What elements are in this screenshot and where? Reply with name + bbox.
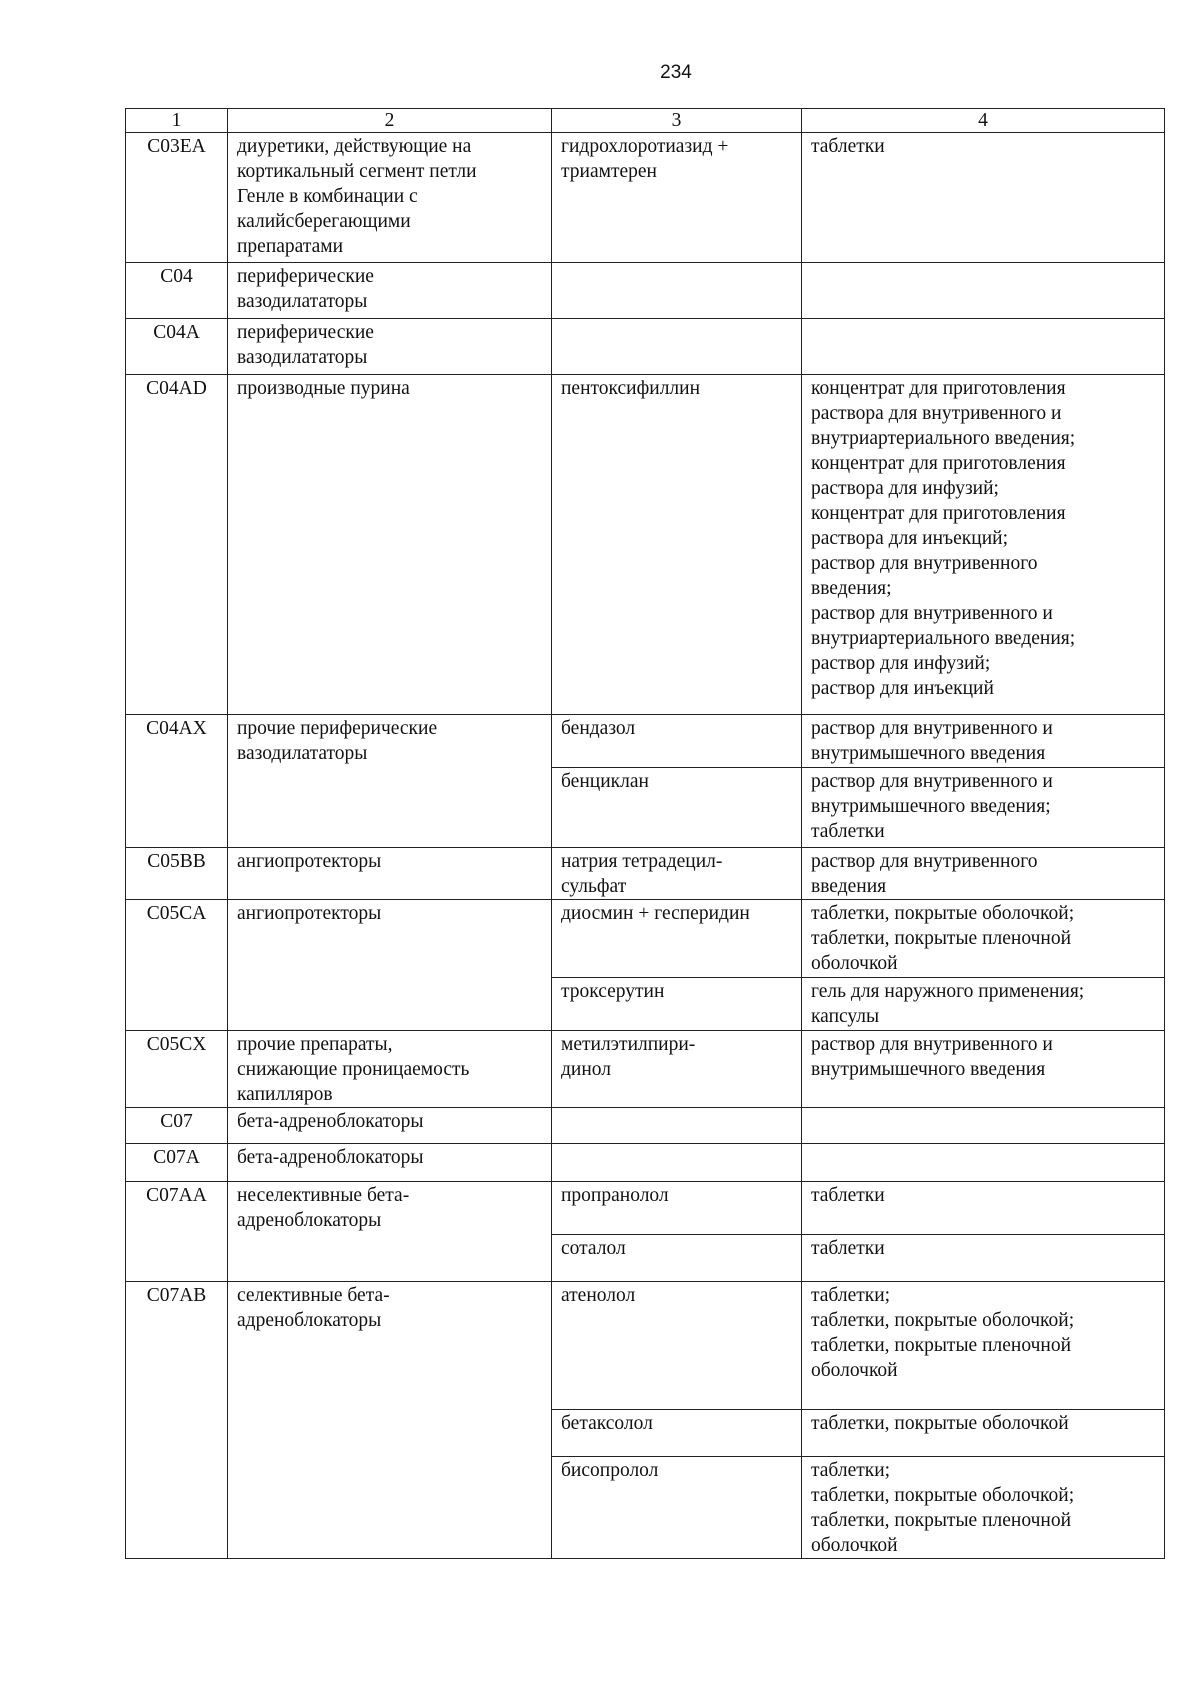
drug-name-cell-line: пропранолол [561, 1185, 669, 1206]
atc-code-cell: C04AD [126, 375, 228, 715]
column-header: 3 [552, 109, 802, 133]
group-name-cell-line: вазодилататоры [237, 347, 368, 368]
group-name-cell-line: снижающие проницаемость [237, 1059, 470, 1080]
group-name-cell [228, 1031, 552, 1108]
dosage-form-cell-line: таблетки [811, 1238, 885, 1259]
dosage-form-cell-line: таблетки; [811, 1460, 891, 1481]
dosage-form-cell [802, 848, 1165, 900]
atc-code-cell: C04 [126, 263, 228, 319]
group-name-cell [228, 1282, 552, 1559]
drug-name-cell [552, 263, 802, 319]
drug-name-cell [552, 1282, 802, 1410]
drug-name-cell-line: бенциклан [561, 771, 649, 792]
atc-code-cell: C03EA [126, 133, 228, 263]
table-row [126, 1108, 1165, 1144]
atc-code-cell: C05CX [126, 1031, 228, 1108]
group-name-cell-line: прочие препараты, [237, 1034, 393, 1055]
dosage-form-cell-line: раствор для внутривенного и [811, 1034, 1053, 1055]
dosage-form-cell [802, 715, 1165, 768]
table-row [126, 848, 1165, 900]
dosage-form-cell-line: таблетки [811, 1185, 885, 1206]
atc-code-cell: C07 [126, 1108, 228, 1144]
dosage-form-cell-line: введения; [811, 578, 892, 599]
group-name-cell-line: неселективные бета- [237, 1185, 410, 1206]
dosage-form-cell [802, 1182, 1165, 1235]
atc-code-cell: C05CA [126, 900, 228, 1031]
dosage-form-cell [802, 1235, 1165, 1282]
dosage-form-cell-line: таблетки, покрытые оболочкой; [811, 903, 1075, 924]
dosage-form-cell [802, 900, 1165, 978]
table-row [126, 133, 1165, 263]
dosage-form-cell-line: таблетки, покрытые оболочкой; [811, 1485, 1075, 1506]
dosage-form-cell-line: внутриартериального введения; [811, 628, 1076, 649]
dosage-form-cell-line: таблетки; [811, 1285, 891, 1306]
group-name-cell-line: препаратами [237, 236, 344, 257]
dosage-form-cell-line: концентрат для приготовления [811, 503, 1066, 524]
dosage-form-cell-line: таблетки, покрытые оболочкой; [811, 1310, 1075, 1331]
drug-name-cell [552, 375, 802, 715]
column-header: 1 [126, 109, 228, 133]
dosage-form-cell-line: таблетки [811, 136, 885, 157]
group-name-cell-line: диуретики, действующие на [237, 136, 472, 157]
group-name-cell [228, 133, 552, 263]
dosage-form-cell-line: раствора для инъекций; [811, 528, 1008, 549]
dosage-form-cell [802, 319, 1165, 375]
drug-name-cell [552, 1031, 802, 1108]
group-name-cell [228, 715, 552, 848]
atc-code-cell: C05BB [126, 848, 228, 900]
group-name-cell-line: ангиопротекторы [237, 903, 382, 924]
drug-name-cell [552, 1235, 802, 1282]
drug-name-cell-line: соталол [561, 1238, 626, 1259]
group-name-cell [228, 263, 552, 319]
drug-name-cell [552, 978, 802, 1031]
drug-name-cell-line: бетаксолол [561, 1413, 653, 1434]
group-name-cell-line: вазодилататоры [237, 743, 368, 764]
dosage-form-cell-line: таблетки, покрытые пленочной [811, 1510, 1072, 1531]
group-name-cell-line: периферические [237, 322, 374, 343]
dosage-form-cell [802, 978, 1165, 1031]
drug-name-cell [552, 1457, 802, 1559]
group-name-cell-line: адреноблокаторы [237, 1310, 382, 1331]
table-row [126, 900, 1165, 978]
atc-code-cell: C07AA [126, 1182, 228, 1282]
drug-name-cell [552, 715, 802, 768]
drug-name-cell-line: триамтерен [561, 161, 657, 182]
table-header-row [126, 109, 1165, 133]
drug-name-cell [552, 133, 802, 263]
table-row [126, 1031, 1165, 1108]
dosage-form-cell-line: введения [811, 876, 887, 897]
group-name-cell-line: производные пурина [237, 378, 410, 399]
column-header: 4 [802, 109, 1165, 133]
dosage-form-cell-line: раствор для инъекций [811, 678, 994, 699]
dosage-form-cell-line: оболочкой [811, 953, 898, 974]
dosage-form-cell-line: внутримышечного введения; [811, 796, 1051, 817]
drug-name-cell-line: бендазол [561, 718, 636, 739]
page-number: 234 [660, 62, 692, 83]
dosage-form-cell [802, 1144, 1165, 1182]
atc-code-cell: C04AX [126, 715, 228, 848]
group-name-cell-line: Генле в комбинации с [237, 186, 418, 207]
dosage-form-cell [802, 1031, 1165, 1108]
dosage-form-cell [802, 263, 1165, 319]
drug-name-cell [552, 848, 802, 900]
drug-name-cell [552, 319, 802, 375]
drug-name-cell [552, 1410, 802, 1457]
table-row [126, 263, 1165, 319]
group-name-cell-line: селективные бета- [237, 1285, 390, 1306]
dosage-form-cell-line: раствора для внутривенного и [811, 403, 1062, 424]
dosage-form-cell-line: раствор для внутривенного и [811, 718, 1053, 739]
dosage-form-cell-line: оболочкой [811, 1535, 898, 1556]
table-row [126, 1144, 1165, 1182]
drug-name-cell-line: динол [561, 1059, 612, 1080]
group-name-cell [228, 1182, 552, 1282]
dosage-form-cell [802, 133, 1165, 263]
dosage-form-cell-line: раствор для внутривенного и [811, 603, 1053, 624]
dosage-form-cell-line: оболочкой [811, 1360, 898, 1381]
dosage-form-cell [802, 1457, 1165, 1559]
dosage-form-cell-line: таблетки [811, 821, 885, 842]
group-name-cell-line: периферические [237, 266, 374, 287]
dosage-form-cell-line: гель для наружного применения; [811, 981, 1085, 1002]
dosage-form-cell [802, 768, 1165, 848]
group-name-cell-line: бета-адреноблокаторы [237, 1111, 424, 1132]
dosage-form-cell-line: раствор для внутривенного [811, 553, 1038, 574]
group-name-cell [228, 848, 552, 900]
table-row [126, 1182, 1165, 1235]
group-name-cell-line: прочие периферические [237, 718, 438, 739]
drug-name-cell-line: сульфат [561, 876, 627, 897]
dosage-form-cell-line: раствор для внутривенного [811, 851, 1038, 872]
group-name-cell [228, 375, 552, 715]
group-name-cell [228, 1144, 552, 1182]
table-row [126, 715, 1165, 768]
table-row [126, 375, 1165, 715]
group-name-cell-line: ангиопротекторы [237, 851, 382, 872]
group-name-cell-line: кортикальный сегмент петли [237, 161, 477, 182]
dosage-form-cell-line: раствор для внутривенного и [811, 771, 1053, 792]
group-name-cell-line: калийсберегающими [237, 211, 411, 232]
drug-name-cell [552, 768, 802, 848]
drug-name-cell-line: бисопролол [561, 1460, 659, 1481]
drug-name-cell [552, 1144, 802, 1182]
group-name-cell-line: бета-адреноблокаторы [237, 1147, 424, 1168]
dosage-form-cell [802, 1410, 1165, 1457]
table-row [126, 319, 1165, 375]
drug-name-cell-line: метилэтилпири- [561, 1034, 696, 1055]
dosage-form-cell-line: раствора для инфузий; [811, 478, 999, 499]
group-name-cell-line: адреноблокаторы [237, 1210, 382, 1231]
atc-code-cell: C07A [126, 1144, 228, 1182]
drug-name-cell-line: троксерутин [561, 981, 665, 1002]
group-name-cell-line: капилляров [237, 1084, 333, 1105]
drug-name-cell-line: натрия тетрадецил- [561, 851, 723, 872]
atc-code-cell: C07AB [126, 1282, 228, 1559]
dosage-form-cell-line: концентрат для приготовления [811, 378, 1066, 399]
drug-name-cell-line: пентоксифиллин [561, 378, 701, 399]
dosage-form-cell [802, 375, 1165, 715]
dosage-form-cell-line: внутриартериального введения; [811, 428, 1076, 449]
dosage-form-cell [802, 1282, 1165, 1410]
dosage-form-cell-line: внутримышечного введения [811, 1059, 1046, 1080]
table-row [126, 1282, 1165, 1410]
dosage-form-cell-line: таблетки, покрытые пленочной [811, 1335, 1072, 1356]
drug-name-cell-line: атенолол [561, 1285, 636, 1306]
column-header: 2 [228, 109, 552, 133]
dosage-form-cell-line: капсулы [811, 1006, 880, 1027]
group-name-cell [228, 1108, 552, 1144]
drug-name-cell [552, 900, 802, 978]
drug-name-cell [552, 1182, 802, 1235]
atc-code-cell: C04A [126, 319, 228, 375]
dosage-form-cell-line: таблетки, покрытые пленочной [811, 928, 1072, 949]
group-name-cell [228, 319, 552, 375]
dosage-form-cell [802, 1108, 1165, 1144]
dosage-form-cell-line: таблетки, покрытые оболочкой [811, 1413, 1069, 1434]
dosage-form-cell-line: концентрат для приготовления [811, 453, 1066, 474]
drug-name-cell-line: диосмин + гесперидин [561, 903, 750, 924]
dosage-form-cell-line: раствор для инфузий; [811, 653, 991, 674]
drug-name-cell-line: гидрохлоротиазид + [561, 136, 729, 157]
dosage-form-cell-line: внутримышечного введения [811, 743, 1046, 764]
group-name-cell [228, 900, 552, 1031]
drug-classification-table [125, 108, 1165, 1559]
group-name-cell-line: вазодилататоры [237, 291, 368, 312]
drug-name-cell [552, 1108, 802, 1144]
